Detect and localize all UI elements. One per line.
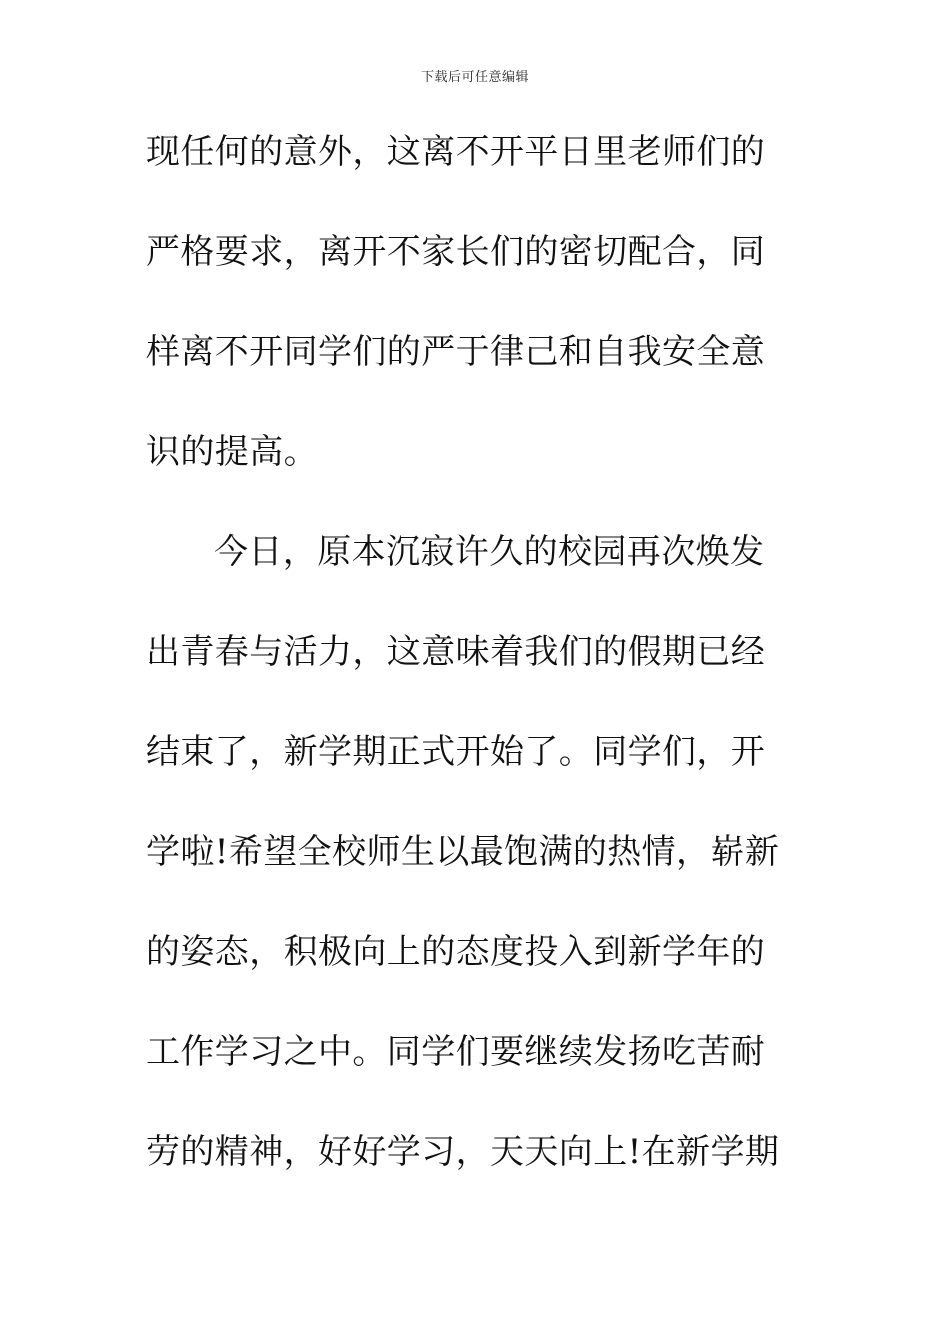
page-header: 下载后可任意编辑: [420, 70, 529, 85]
text-line: 学啦!希望全校师生以最饱满的热情，崭新: [146, 832, 780, 872]
text-line: 劳的精神，好好学习，天天向上!在新学期: [146, 1132, 780, 1172]
text-line: 识的提高。: [146, 432, 318, 472]
paragraph-start-line: 今日，原本沉寂许久的校园再次焕发: [214, 532, 765, 572]
text-line: 样离不开同学们的严于律己和自我安全意: [146, 332, 766, 372]
text-line: 的姿态，积极向上的态度投入到新学年的: [146, 932, 766, 972]
text-line: 严格要求，离开不家长们的密切配合，同: [146, 232, 766, 272]
text-line: 出青春与活力，这意味着我们的假期已经: [146, 632, 766, 672]
text-line: 结束了，新学期正式开始了。同学们，开: [146, 732, 766, 772]
text-line: 工作学习之中。同学们要继续发扬吃苦耐: [146, 1032, 766, 1072]
text-line: 现任何的意外，这离不开平日里老师们的: [146, 132, 766, 172]
